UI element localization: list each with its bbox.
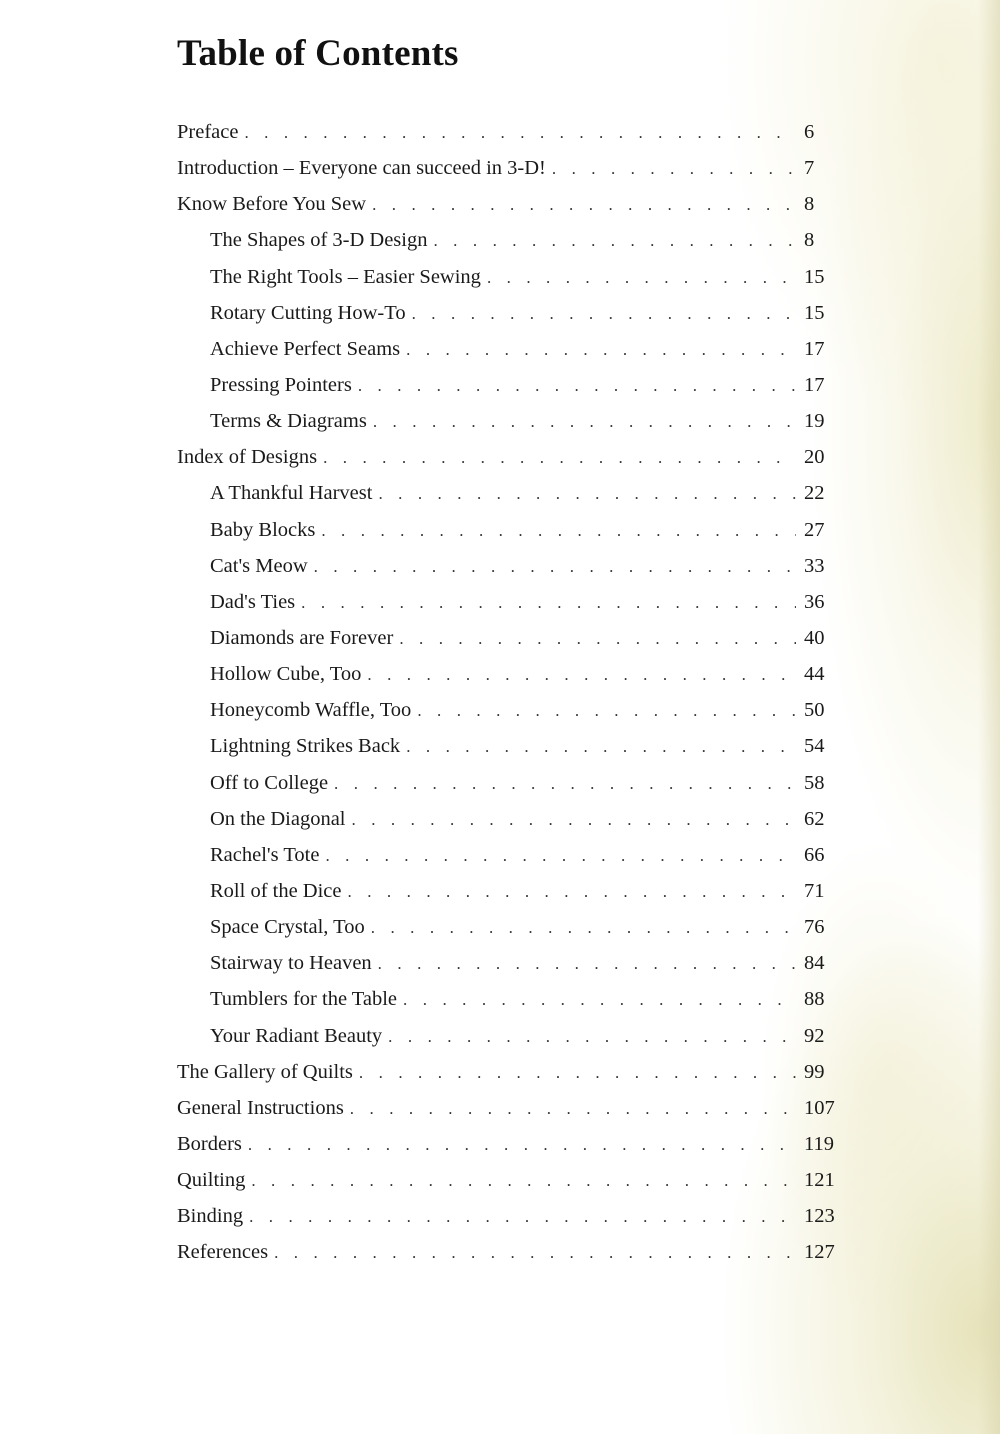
dot-leader bbox=[348, 874, 796, 910]
toc-entry bbox=[177, 1054, 838, 1090]
toc-entry-page-number: 76 bbox=[804, 916, 825, 939]
toc-entry bbox=[177, 1162, 838, 1198]
dot-leader bbox=[487, 260, 796, 296]
toc-entry-page-number: 66 bbox=[804, 843, 825, 866]
toc-entry-page-number: 27 bbox=[804, 518, 825, 541]
toc-entry-label: Borders bbox=[177, 1132, 242, 1155]
toc-entry-label: Introduction – Everyone can succeed in 3-D! bbox=[177, 157, 546, 180]
toc-entry-page-number: 17 bbox=[804, 373, 825, 396]
toc-entry bbox=[177, 692, 838, 728]
toc-entry bbox=[177, 801, 838, 837]
toc-entry-page-number: 44 bbox=[804, 663, 825, 686]
toc-entry bbox=[177, 222, 838, 258]
toc-entry-label: The Right Tools – Easier Sewing bbox=[210, 265, 481, 288]
toc-entry bbox=[177, 909, 838, 945]
toc-entry-label: Achieve Perfect Seams bbox=[210, 337, 401, 360]
toc-entry-page-number: 92 bbox=[804, 1024, 825, 1047]
toc-entry-page-number: 121 bbox=[804, 1169, 835, 1192]
dot-leader bbox=[412, 296, 796, 332]
toc-entry-page-number: 99 bbox=[804, 1060, 825, 1083]
toc-entry-label: On the Diagonal bbox=[210, 807, 346, 830]
toc-entry-label: Off to College bbox=[210, 771, 329, 794]
dot-leader bbox=[325, 838, 796, 874]
toc-entry bbox=[177, 837, 838, 873]
toc-entry-label: Hollow Cube, Too bbox=[210, 663, 362, 686]
toc-entry bbox=[177, 331, 838, 367]
toc-entry bbox=[177, 475, 838, 511]
toc-entry-page-number: 40 bbox=[804, 626, 825, 649]
toc-entry bbox=[177, 512, 838, 548]
dot-leader bbox=[350, 1091, 796, 1127]
toc-entry bbox=[177, 114, 838, 150]
toc-entry-label: Rachel's Tote bbox=[210, 843, 320, 866]
toc-entry-label: Quilting bbox=[177, 1169, 246, 1192]
toc-entry-page-number: 58 bbox=[804, 771, 825, 794]
toc-entry-page-number: 8 bbox=[804, 229, 815, 252]
dot-leader bbox=[314, 549, 796, 585]
toc-entry-label: Baby Blocks bbox=[210, 518, 316, 541]
toc-entry-label: The Shapes of 3-D Design bbox=[210, 229, 428, 252]
toc-entry bbox=[177, 620, 838, 656]
toc-entry bbox=[177, 584, 838, 620]
toc-entry-page-number: 20 bbox=[804, 446, 825, 469]
toc-entry bbox=[177, 1198, 838, 1234]
dot-leader bbox=[406, 729, 796, 765]
toc-entry-page-number: 50 bbox=[804, 699, 825, 722]
dot-leader bbox=[388, 1019, 796, 1055]
toc-entry-label: Space Crystal, Too bbox=[210, 916, 365, 939]
toc-entry-page-number: 127 bbox=[804, 1241, 835, 1264]
dot-leader bbox=[372, 187, 796, 223]
toc-entry-page-number: 71 bbox=[804, 879, 825, 902]
toc-entry bbox=[177, 548, 838, 584]
toc-entry-page-number: 33 bbox=[804, 554, 825, 577]
toc-entry-label: The Gallery of Quilts bbox=[177, 1060, 353, 1083]
dot-leader bbox=[321, 513, 796, 549]
toc-entry-label: Binding bbox=[177, 1205, 244, 1228]
dot-leader bbox=[352, 802, 797, 838]
toc-entry-label: Rotary Cutting How-To bbox=[210, 301, 406, 324]
toc-entry-page-number: 8 bbox=[804, 193, 815, 216]
toc-entry-label: Know Before You Sew bbox=[177, 193, 367, 216]
toc-entry bbox=[177, 873, 838, 909]
toc-entry bbox=[177, 1126, 838, 1162]
dot-leader bbox=[378, 476, 796, 512]
toc-entry-label: A Thankful Harvest bbox=[210, 482, 373, 505]
dot-leader bbox=[274, 1235, 796, 1271]
toc-entry-label: Tumblers for the Table bbox=[210, 988, 398, 1011]
toc-entry-label: Terms & Diagrams bbox=[210, 410, 367, 433]
toc-entry-page-number: 84 bbox=[804, 952, 825, 975]
toc-entry-label: Lightning Strikes Back bbox=[210, 735, 401, 758]
toc-entry-label: Cat's Meow bbox=[210, 554, 308, 577]
toc-entry-label: Your Radiant Beauty bbox=[210, 1024, 383, 1047]
toc-entry-page-number: 62 bbox=[804, 807, 825, 830]
toc-entry-page-number: 7 bbox=[804, 157, 815, 180]
toc-entry-page-number: 15 bbox=[804, 301, 825, 324]
toc-entry-label: Roll of the Dice bbox=[210, 879, 342, 902]
dot-leader bbox=[323, 440, 796, 476]
dot-leader bbox=[373, 404, 796, 440]
dot-leader bbox=[403, 982, 796, 1018]
toc-entry-page-number: 119 bbox=[804, 1132, 834, 1155]
dot-leader bbox=[371, 910, 796, 946]
toc-entry-page-number: 107 bbox=[804, 1096, 835, 1119]
toc-entry-page-number: 36 bbox=[804, 590, 825, 613]
dot-leader bbox=[244, 115, 796, 151]
toc-entry bbox=[177, 728, 838, 764]
table-of-contents-list bbox=[177, 114, 838, 1271]
toc-entry bbox=[177, 656, 838, 692]
toc-entry-label: Stairway to Heaven bbox=[210, 952, 372, 975]
toc-entry-page-number: 17 bbox=[804, 337, 825, 360]
dot-leader bbox=[301, 585, 796, 621]
toc-entry bbox=[177, 295, 838, 331]
page-title: Table of Contents bbox=[177, 33, 459, 74]
dot-leader bbox=[433, 223, 796, 259]
dot-leader bbox=[406, 332, 796, 368]
toc-entry-page-number: 15 bbox=[804, 265, 825, 288]
toc-entry-page-number: 88 bbox=[804, 988, 825, 1011]
dot-leader bbox=[378, 946, 796, 982]
toc-entry-page-number: 22 bbox=[804, 482, 825, 505]
toc-entry bbox=[177, 367, 838, 403]
toc-entry bbox=[177, 945, 838, 981]
toc-entry bbox=[177, 1018, 838, 1054]
dot-leader bbox=[358, 368, 796, 404]
dot-leader bbox=[399, 621, 796, 657]
dot-leader bbox=[417, 693, 796, 729]
dot-leader bbox=[248, 1127, 796, 1163]
toc-entry bbox=[177, 1234, 838, 1270]
dot-leader bbox=[359, 1055, 796, 1091]
toc-entry-label: Index of Designs bbox=[177, 446, 318, 469]
dot-leader bbox=[552, 151, 796, 187]
dot-leader bbox=[249, 1199, 796, 1235]
toc-entry bbox=[177, 186, 838, 222]
toc-entry bbox=[177, 439, 838, 475]
dot-leader bbox=[334, 766, 796, 802]
toc-entry-page-number: 54 bbox=[804, 735, 825, 758]
toc-entry-label: Pressing Pointers bbox=[210, 373, 352, 396]
page-edge-shadow bbox=[978, 0, 1000, 1434]
toc-entry-page-number: 19 bbox=[804, 410, 825, 433]
toc-entry-label: Preface bbox=[177, 121, 239, 143]
dot-leader bbox=[251, 1163, 796, 1199]
toc-entry bbox=[177, 1090, 838, 1126]
toc-entry bbox=[177, 150, 838, 186]
toc-entry bbox=[177, 403, 838, 439]
toc-entry bbox=[177, 765, 838, 801]
toc-entry-label: References bbox=[177, 1241, 269, 1264]
dot-leader bbox=[367, 657, 796, 693]
toc-entry-label: General Instructions bbox=[177, 1096, 344, 1119]
toc-entry-page-number: 6 bbox=[804, 121, 815, 143]
toc-entry-label: Honeycomb Waffle, Too bbox=[210, 699, 412, 722]
toc-entry bbox=[177, 981, 838, 1017]
toc-entry bbox=[177, 259, 838, 295]
toc-entry-page-number: 123 bbox=[804, 1205, 835, 1228]
toc-entry-label: Diamonds are Forever bbox=[210, 626, 394, 649]
toc-entry-label: Dad's Ties bbox=[210, 590, 296, 613]
